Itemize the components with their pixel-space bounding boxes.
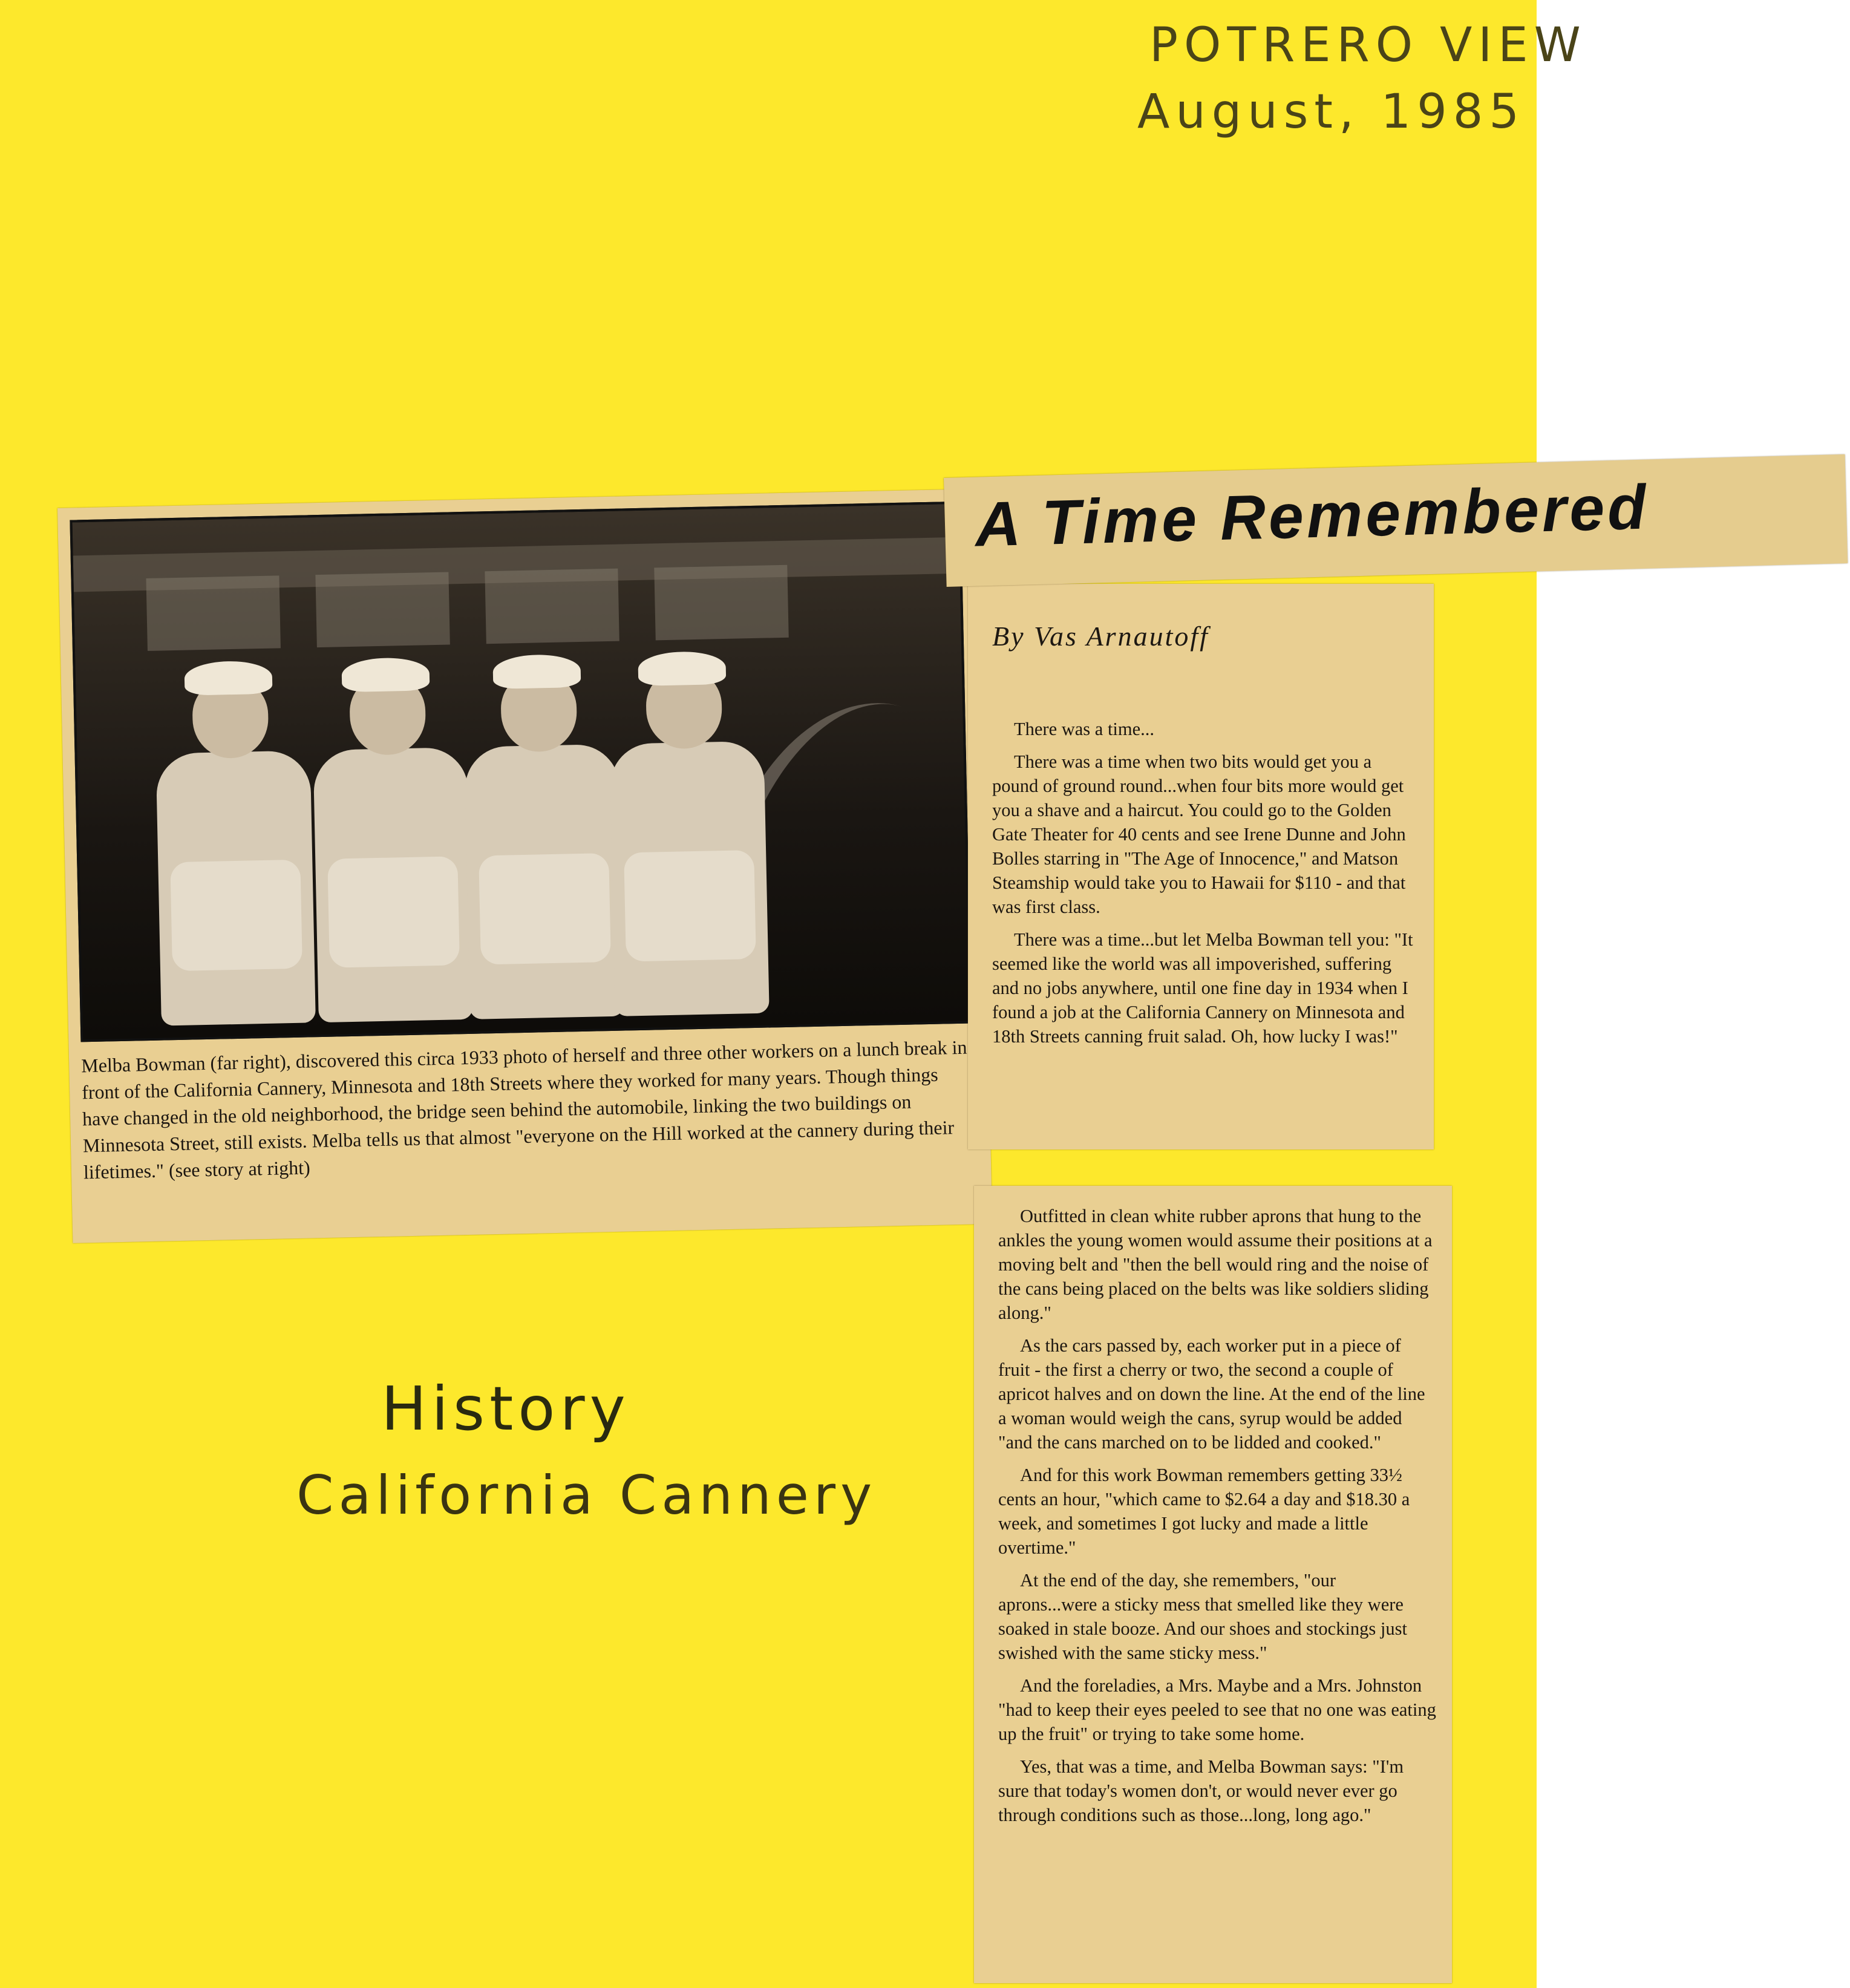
photo-clipping: [57, 489, 992, 1243]
cannery-workers-photo: [70, 502, 972, 1042]
paragraph: As the cars passed by, each worker put in a piece of fruit - the first a cherry or two, the second a couple of apricot halves and on down the line. At the end of the line a woman would weigh the cans, syrup would be added "and the cans marched on to be lidded and cooked.": [998, 1335, 1425, 1453]
handwritten-subject-note: California Cannery: [296, 1464, 877, 1526]
article-column-1: [992, 717, 1416, 1057]
paragraph: Yes, that was a time, and Melba Bowman says: "I'm sure that today's women don't, or would never ever go through conditions such as those...long, long ago.": [998, 1756, 1404, 1825]
worker-figure: [607, 650, 770, 1016]
byline: By Vas Arnautoff: [992, 621, 1209, 652]
paragraph: At the end of the day, she remembers, "our aprons...were a sticky mess that smelled like they were soaked in stale booze. And our shoes and stockings just swished with the same sticky mess.": [998, 1570, 1407, 1663]
article-column-1-clipping: [968, 584, 1434, 1149]
paragraph: Outfitted in clean white rubber aprons that hung to the ankles the young women would assume their positions at a moving belt and "then the bell would ring and the noise of the cans being placed on the belts was like soldiers sliding along.": [998, 1206, 1433, 1323]
article-headline: A Time Remembered: [974, 472, 1650, 560]
paragraph: And for this work Bowman remembers getting 33½ cents an hour, "which came to $2.64 a day and $18.30 a week, and sometimes I got lucky and made a little overtime.": [998, 1465, 1410, 1558]
handwritten-topic-note: History: [381, 1373, 630, 1444]
paragraph: There was a time when two bits would get you a pound of ground round...when four bits more would get you a shave and a haircut. You could go to the Golden Gate Theater for 40 cents and see Irene Dunne and John Bolles starring in "The Age of Innocence," and Matson Steamship would take you to Hawaii for $110 - and that was first class.: [992, 751, 1406, 917]
article-column-2: [998, 1204, 1437, 1836]
headline-clipping: [944, 454, 1848, 587]
paragraph: There was a time...: [1014, 719, 1155, 739]
worker-figure: [462, 653, 624, 1019]
paragraph: There was a time...but let Melba Bowman tell you: "It seemed like the world was all impoverished, suffering and no jobs anywhere, until one fine day in 1934 when I found a job at the California Cannery on Minnesota and 18th Streets canning fruit salad. Oh, how lucky I was!": [992, 929, 1413, 1047]
worker-figure: [154, 659, 316, 1025]
article-column-2-clipping: [974, 1186, 1452, 1983]
worker-figure: [311, 656, 473, 1022]
handwritten-date-note: August, 1985: [1137, 85, 1526, 139]
photo-caption: Melba Bowman (far right), discovered this circa 1933 photo of herself and three other workers on a lunch break in front of the California Cannery, Minnesota and 18th Streets where they worked for many years. Though things have changed in the old neighborhood, the bridge seen behind the automobile, linking the two buildings on Minnesota Street, still exists. Melba tells us that almost "everyone on the Hill worked at the cannery during their lifetimes." (see story at right): [80, 1036, 967, 1183]
handwritten-source-note: POTRERO VIEW: [1149, 18, 1587, 73]
paragraph: And the foreladies, a Mrs. Maybe and a Mrs. Johnston "had to keep their eyes peeled to see that no one was eating up the fruit" or trying to take some home.: [998, 1675, 1436, 1744]
